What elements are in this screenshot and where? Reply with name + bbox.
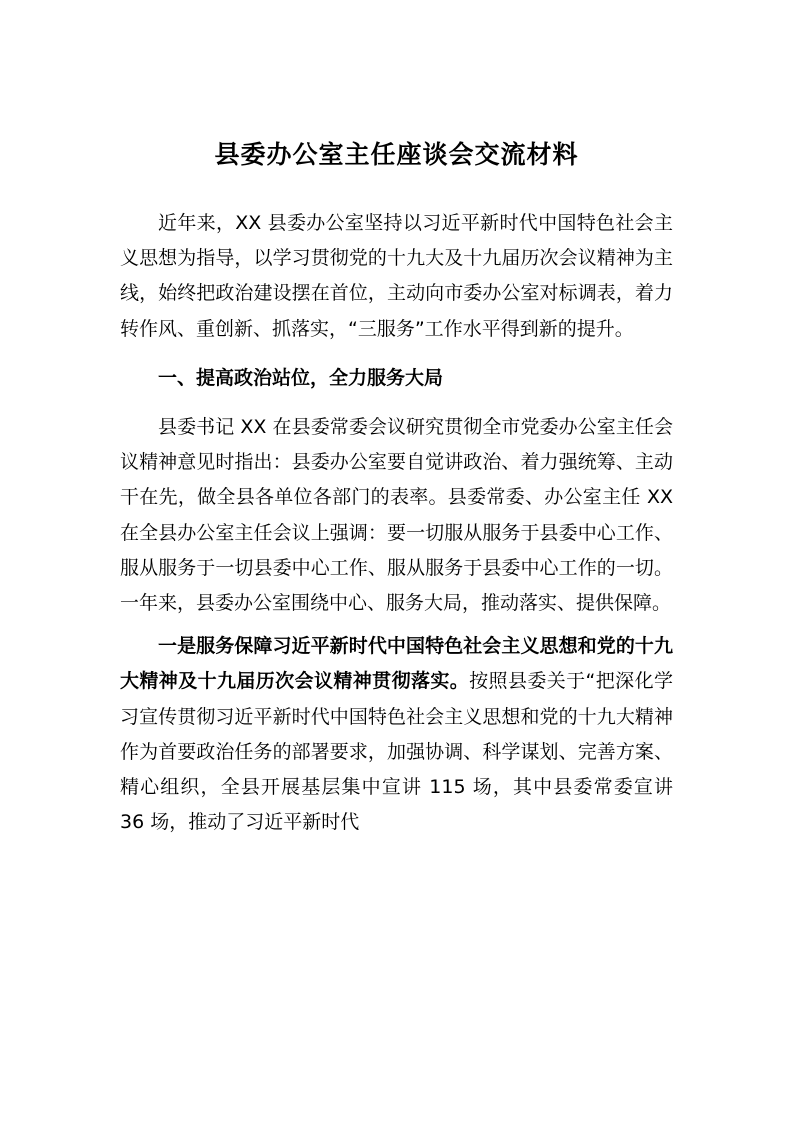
point-lead: 一是服务保障习近平新时代中国特色社会主义思想和党的十九大精神及十九届历次会议精神贯彻落实。 bbox=[120, 635, 673, 693]
document-body bbox=[120, 206, 673, 840]
point-paragraph bbox=[120, 629, 673, 840]
intro-paragraph: 近年来，XX 县委办公室坚持以习近平新时代中国特色社会主义思想为指导，以学习贯彻党的十九大及十九届历次会议精神为主线，始终把政治建设摆在首位，主动向市委办公室对标调表，着力转作风、重创新、抓落实，“三服务”工作水平得到新的提升。 bbox=[120, 212, 673, 340]
point-text: 按照县委关于“把深化学习宣传贯彻习近平新时代中国特色社会主义思想和党的十九大精神作为首要政治任务的部署要求，加强协调、科学谋划、完善方案、精心组织，全县开展基层集中宣讲 115 场，其中县委常委宣讲 36 场，推动了习近平新时代 bbox=[120, 670, 673, 834]
document-title: 县委办公室主任座谈会交流材料 bbox=[214, 140, 579, 169]
section-heading: 一、提高政治站位，全力服务大局 bbox=[158, 366, 444, 389]
section-paragraph: 县委书记 XX 在县委常委会议研究贯彻全市党委办公室主任会议精神意见时指出：县委办公室要自觉讲政治、着力强统筹、主动干在先，做全县各单位各部门的表率。县委常委、办公室主任 XX 在全县办公室主任会议上强调：要一切服从服务于县委中心工作、服从服务于一切县委中心工作、服从服务于县委中心工作的一切。一年来，县委办公室围绕中心、服务大局，推动落实、提供保障。 bbox=[120, 416, 673, 615]
